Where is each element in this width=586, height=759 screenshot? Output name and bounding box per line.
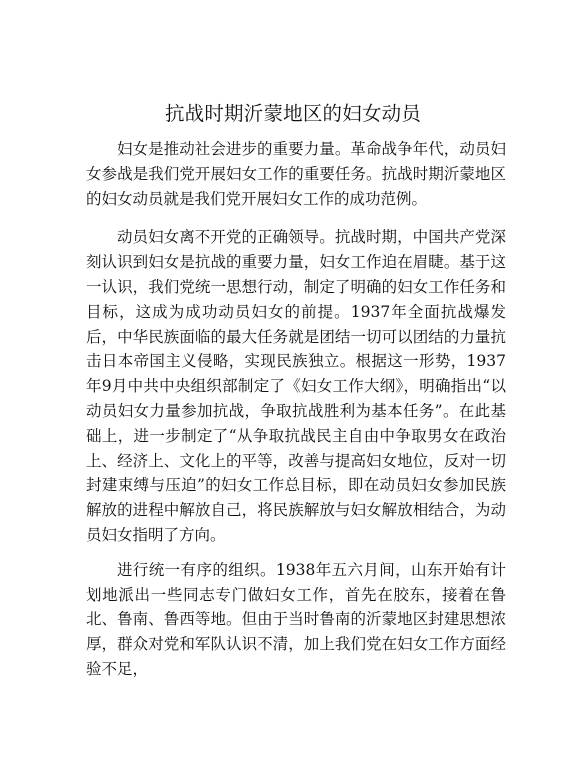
paragraph-party-leadership: 动员妇女离不开党的正确领导。抗战时期，中国共产党深刻认识到妇女是抗战的重要力量，妇女工作迫在眉睫。基于这一认识，我们党统一思想行动，制定了明确的妇女工作任务和目标，这成为成功动员妇女的前提。1937年全面抗战爆发后，中华民族面临的最大任务就是团结一切可以团结的力量抗击日本帝国主义侵略，实现民族独立。根据这一形势，1937年9月中共中央组织部制定了《妇女工作大纲》，明确指出“以动员妇女力量参加抗战，争取抗战胜利为基本任务”。在此基础上，进一步制定了“从争取抗战民主自由中争取男女在政治上、经济上、文化上的平等，改善与提高妇女地位，反对一切封建束缚与压迫”的妇女工作总目标，即在动员妇女参加民族解放的进程中解放自己，将民族解放与妇女解放相结合，为动员妇女指明了方向。 <box>86 228 506 544</box>
paragraph-organization: 进行统一有序的组织。1938年五六月间，山东开始有计划地派出一些同志专门做妇女工作，首先在胶东，接着在鲁北、鲁南、鲁西等地。但由于当时鲁南的沂蒙地区封建思想浓厚，群众对党和军队认识不清，加上我们党在妇女工作方面经验不足， <box>86 560 506 678</box>
document-body <box>86 137 506 692</box>
document-title: 抗战时期沂蒙地区的妇女动员 <box>164 102 422 125</box>
paragraph-intro: 妇女是推动社会进步的重要力量。革命战争年代，动员妇女参战是我们党开展妇女工作的重要任务。抗战时期沂蒙地区的妇女动员就是我们党开展妇女工作的成功范例。 <box>86 140 506 208</box>
